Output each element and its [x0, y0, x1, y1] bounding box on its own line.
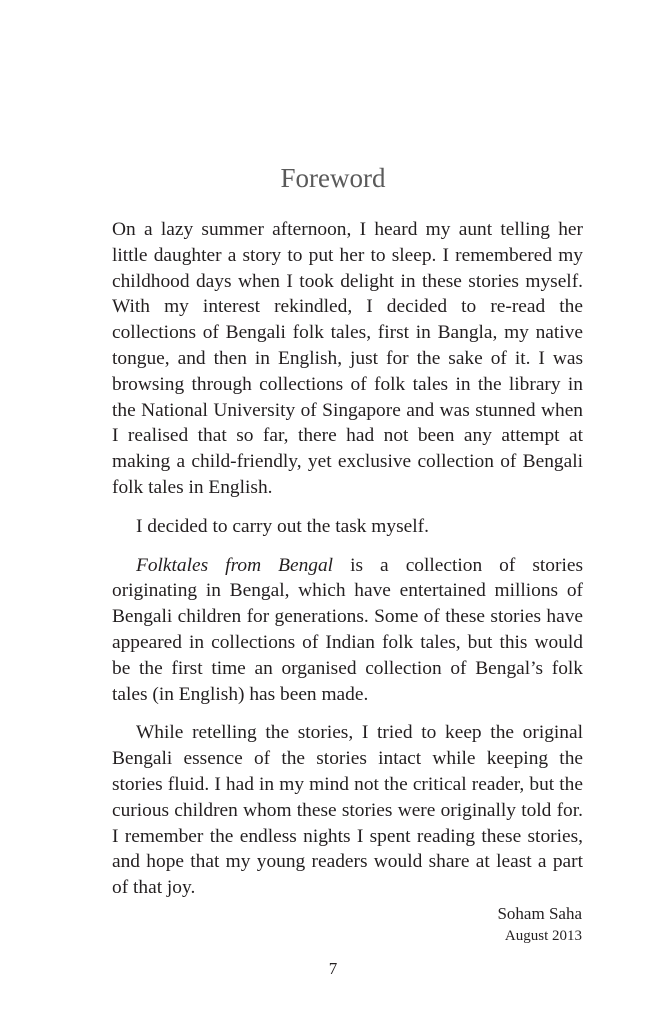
paragraph-1: On a lazy summer afternoon, I heard my aunt telling her little daughter a story to put her to sleep. I remembered my childhood days when I took delight in these stories myself. With my interest rekindled, I decided to re-read the collections of Bengali folk tales, first in Bangla, my native tongue, and then in English, just for the sake of it. I was browsing through collections of folk tales in the library in the National University of Singapore and was stunned when I realised that so far, there had not been any attempt at making a child-friendly, yet exclusive collection of Bengali folk tales in English.	[112, 219, 583, 498]
signature-block	[497, 902, 582, 946]
foreword-body	[112, 217, 583, 914]
signature-date: August 2013	[504, 928, 582, 944]
page-title: Foreword	[280, 163, 386, 193]
page-number: 7	[328, 959, 338, 978]
paragraph-2: I decided to carry out the task myself.	[136, 515, 429, 537]
author-name: Soham Saha	[497, 904, 582, 923]
paragraph-3-text: is a collection of stories originating in Bengal, which have entertained millions of Bengali children for generations. Some of these stories have appeared in collections of Indian folk tales, but this would be the first time an organised collection of Bengal’s folk tales (in English) has been made.	[112, 554, 583, 705]
paragraph-3	[112, 553, 583, 708]
paragraph-4: While retelling the stories, I tried to keep the original Bengali essence of the stories intact while keeping the stories fluid. I had in my mind not the critical reader, but the curious children whom these stories were originally told for. I remember the endless nights I spent reading these stories, and hope that my young readers would share at least a part of that joy.	[112, 722, 583, 899]
book-title-italic: Folktales from Bengal	[136, 554, 334, 576]
